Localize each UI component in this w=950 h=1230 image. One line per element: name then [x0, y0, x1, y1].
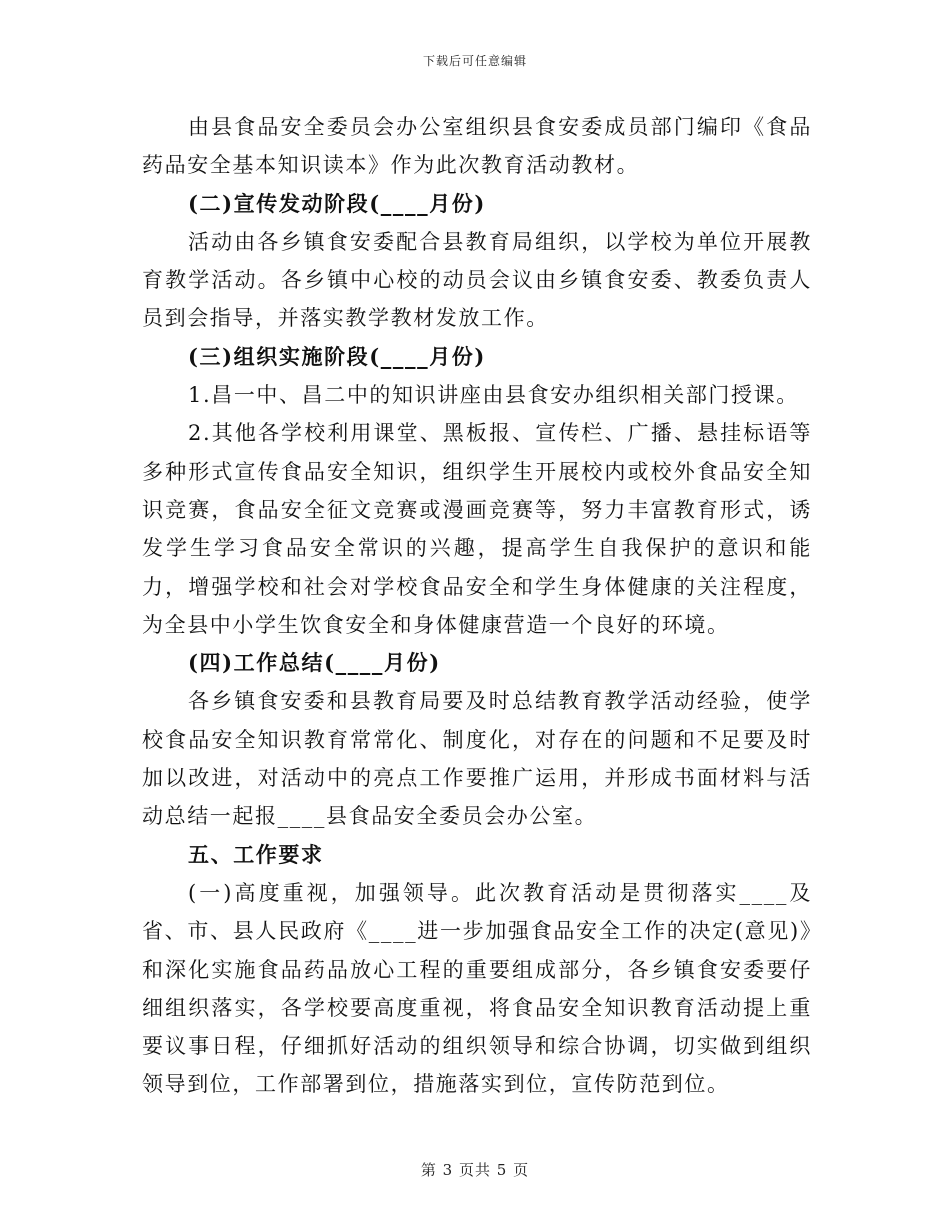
paragraph-requirement-1: (一)高度重视，加强领导。此次教育活动是贯彻落实____及省、市、县人民政府《____进一步加强食品安全工作的决定(意见)》和深化实施食品药品放心工程的重要组成部分，各乡镇食安委要仔细组织落实，各学校要高度重视，将食品安全知识教育活动提上重要议事日程，仔细抓好活动的组织领导和综合协调，切实做到组织领导到位，工作部署到位，措施落实到位，宣传防范到位。 — [142, 880, 812, 1097]
page-header: 下载后可任意编辑 — [422, 54, 527, 68]
heading-implementation-stage: (三)组织实施阶段(____月份) — [188, 343, 486, 369]
document-body — [142, 108, 812, 1104]
paragraph-item-2: 2.其他各学校利用课堂、黑板报、宣传栏、广播、悬挂标语等多种形式宣传食品安全知识，组织学生开展校内或校外食品安全知识竞赛，食品安全征文竞赛或漫画竞赛等，努力丰富教育形式，诱发学生学习食品安全常识的兴趣，提高学生自我保护的意识和能力，增强学校和社会对学校食品安全和学生身体健康的关注程度，为全县中小学生饮食安全和身体健康营造一个良好的环境。 — [142, 421, 812, 637]
page-footer: 第 3 页共 5 页 — [420, 1161, 530, 1179]
paragraph-item-1: 1.昌一中、昌二中的知识讲座由县食安办组织相关部门授课。 — [188, 383, 799, 408]
heading-publicity-stage: (二)宣传发动阶段(____月份) — [188, 190, 486, 216]
heading-summary-stage: (四)工作总结(____月份) — [188, 650, 441, 676]
paragraph-summary: 各乡镇食安委和县教育局要及时总结教育教学活动经验，使学校食品安全知识教育常常化、制度化，对存在的问题和不足要及时加以改进，对活动中的亮点工作要推广运用，并形成书面材料与活动总结一起报____县食品安全委员会办公室。 — [142, 689, 812, 829]
paragraph-textbook: 由县食品安全委员会办公室组织县食安委成员部门编印《食品药品安全基本知识读本》作为此次教育活动教材。 — [142, 115, 812, 178]
heading-work-requirements: 五、工作要求 — [188, 841, 324, 867]
paragraph-publicity: 活动由各乡镇食安委配合县教育局组织，以学校为单位开展教育教学活动。各乡镇中心校的动员会议由乡镇食安委、教委负责人员到会指导，并落实教学教材发放工作。 — [142, 229, 812, 331]
